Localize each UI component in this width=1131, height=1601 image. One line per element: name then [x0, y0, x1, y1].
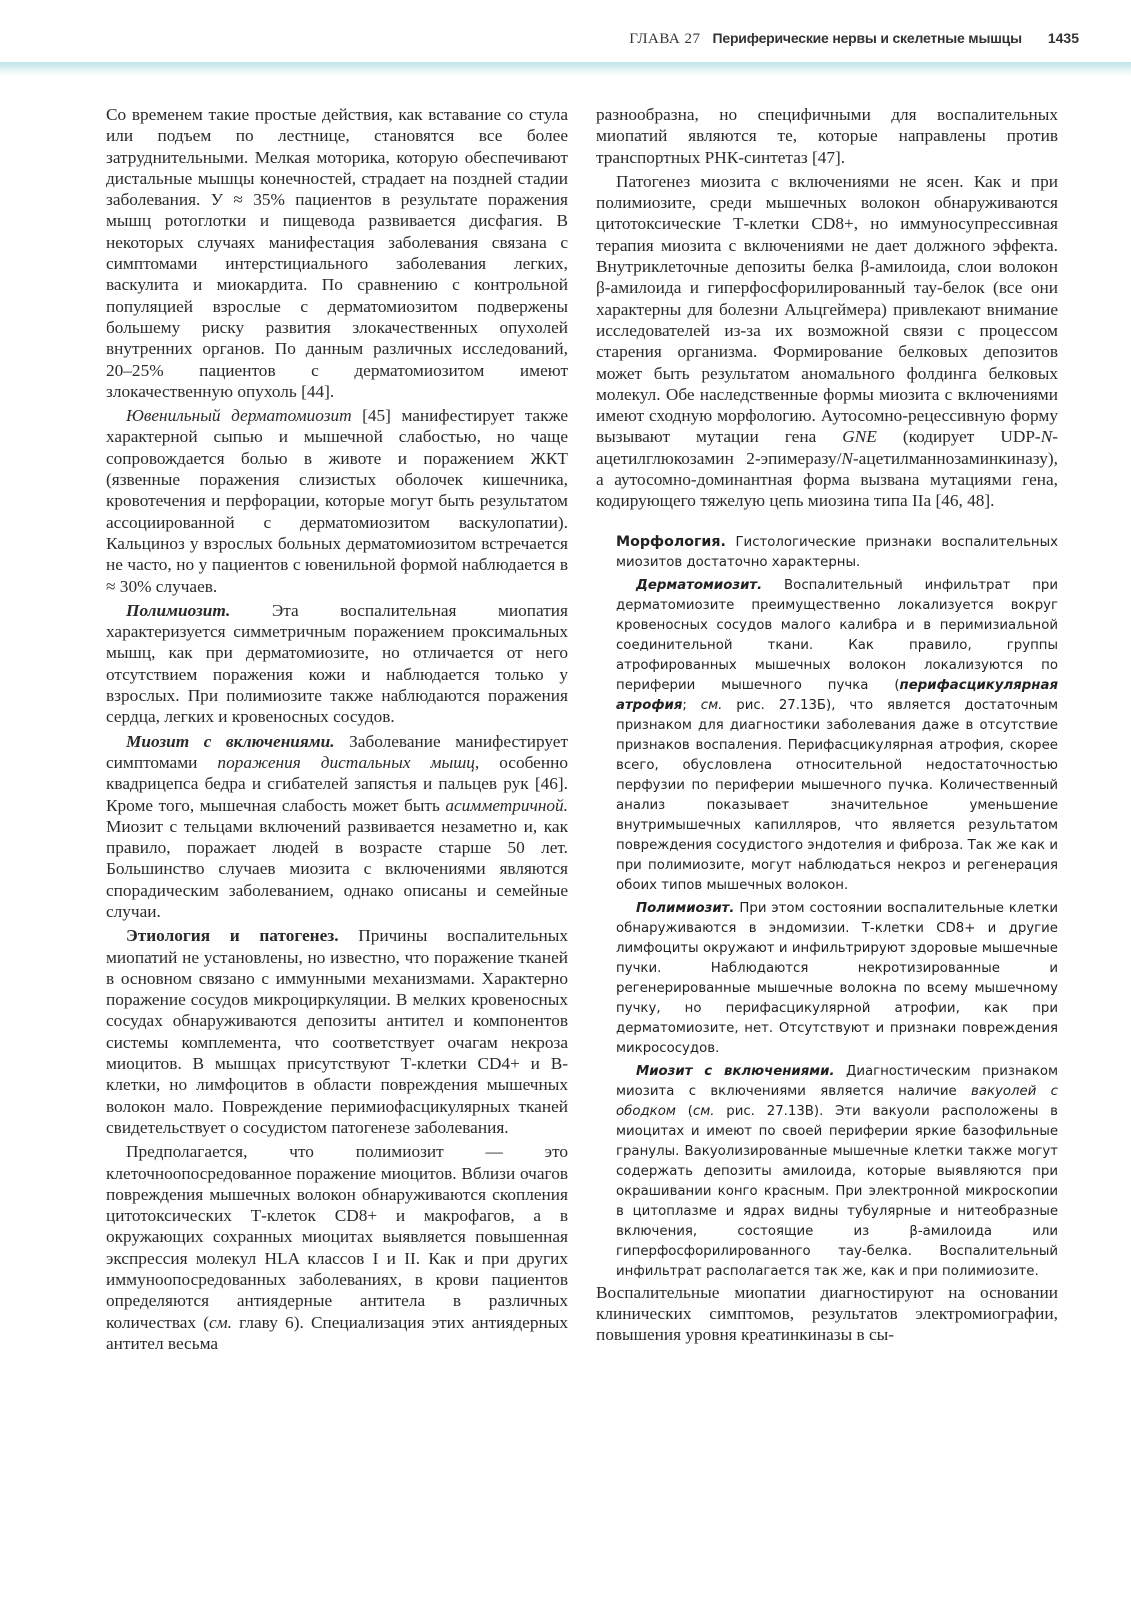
paragraph: Со временем такие простые действия, как вставание со стула или подъем по лестнице, становятся все более затруднительными. Мелкая моторика, которую обеспечивают дистальные мышцы конечностей, страдает на поздней стадии заболевания. У ≈ 35% пациентов в результате поражения мышц ротоглотки и пищевода развивается дисфагия. В некоторых случаях манифестация заболевания связана с симптомами интерстициального заболевания легких, васкулита и миокардита. По сравнению с контрольной популяцией взрослые с дерматомиозитом подвержены большему риску развития злокачественных опухолей внутренних органов. По данным различных исследований, 20–25% пациентов с дерматомиозитом имеют злокачественную опухоль [44].	[106, 105, 568, 401]
paragraph: Предполагается, что полимиозит — это клеточноопосредованное поражение миоцитов. Вблизи очагов повреждения мышечных волокон обнаруживаются скопления цитотоксических Т-клеток CD8+ и макрофагов, а в окружающих сохранных миоцитах выявляется повышенная экспрессия молекул HLA классов I и II. Как и при других иммуноопосредованных заболеваниях, в крови пациентов определяются антиядерные антитела в различных количествах (см. главу 6). Специализация этих антиядерных антител весьма	[106, 1142, 568, 1353]
term: Ювенильный дерматомиозит	[126, 406, 352, 426]
left-column	[106, 104, 568, 1354]
chapter-label: ГЛАВА 27	[629, 31, 701, 47]
paragraph: Воспалительные миопатии диагностируют на основании клинических симптомов, результатов электромиографии, повышения уровня креатинкиназы в сы-	[596, 1282, 1058, 1345]
paragraph: разнообразна, но специфичными для воспалительных миопатий являются те, которые направлены против транспортных РНК-синтетаз [47].	[596, 105, 1058, 167]
paragraph-etiology: Этиология и патогенез. Причины воспалительных миопатий не установлены, но известно, что поражение тканей в основном связано с иммунными механизмами. Характерно поражение сосудов микроциркуляции. В мелких кровеносных сосудах обнаруживаются депозиты антител и компонентов системы комплемента, что соответствует очагам некроза миоцитов. В мышцах присутствуют Т-клетки CD4+ и В-клетки, но лимфоцитов в области повреждения мышечных волокон мало. Повреждение перимиофасцикулярных тканей свидетельствует о сосудистом патогенезе заболевания.	[106, 926, 569, 1137]
header-color-band	[0, 62, 1131, 76]
chapter-title: Периферические нервы и скелетные мышцы	[712, 30, 1022, 46]
term: Миозит с включениями.	[126, 731, 335, 751]
box-paragraph-polymyositis: Полимиозит. При этом состоянии воспалительные клетки обнаруживаются в эндомизии. Т-клетки CD8+ и другие лимфоциты окружают и инфильтрируют здоровые мышечные пучки. Наблюдаются некротизированные и регенерированные мышечные волокна по всему мышечному пучку, но перифасцикулярной атрофии, как при дерматомиозите, нет. Отсутствуют и признаки повреждения микрососудов.	[616, 900, 1058, 1056]
box-paragraph: Морфология. Гистологические признаки воспалительных миозитов достаточно характерны.	[616, 533, 1058, 570]
paragraph-inclusion-myositis: Миозит с включениями. Заболевание манифестирует симптомами поражения дистальных мышц, особенно квадрицепса бедра и сгибателей запястья и пальцев рук [46]. Кроме того, мышечная слабость может быть асимметричной. Миозит с тельцами включений развивается незаметно и, как правило, поражает людей в возрасте старше 50 лет. Большинство случаев миозита с включениями являются спорадическим заболеванием, однако описаны и семейные случаи.	[106, 731, 568, 921]
paragraph: Патогенез миозита с включениями не ясен. Как и при полимиозите, среди мышечных волокон обнаруживаются цитотоксические Т-клетки CD8+, но иммуносупрессивная терапия миозита с включениями не дает должного эффекта. Внутриклеточные депозиты белка β-амилоида, слои волокон β-амилоида и гиперфосфорилированный тау-белок (все они характерны для болезни Альцгеймера) привлекают внимание исследователей из-за их возможной связи с процессом старения организма. Формирование белковых депозитов может быть результатом аномального фолдинга белковых молекул. Обе наследственные формы миозита с включениями имеют сходную морфологию. Аутосомно-рецессивную форму вызывают мутации гена GNE (кодирует UDP-N-ацетилглюкозамин 2-эпимеразу/N-ацетилманнозаминкиназу), а аутосомно-доминантная форма вызвана мутациями гена, кодирующего тяжелую цепь миозина типа IIa [46, 48].	[596, 171, 1058, 511]
box-heading: Морфология.	[616, 533, 726, 550]
term: Этиология и патогенез.	[126, 926, 339, 946]
box-paragraph-dermatomyositis: Дерматомиозит. Воспалительный инфильтрат при дерматомиозите преимущественно локализуется вокруг кровеносных сосудов малого калибра и в перимизиальной соединительной ткани. Как правило, группы атрофированных мышечных волокон локализуются по периферии мышечного пучка (перифасцикулярная атрофия; см. рис. 27.13Б), что является достаточным признаком для диагностики заболевания даже в отсутствие признаков воспаления. Перифасцикулярная атрофия, скорее всего, обусловлена относительной недостаточностью перфузии по периферии мышечного пучка. Количественный анализ показывает значительное уменьшение внутримышечных капилляров, что является результатом повреждения сосудистого эндотелия и фиброза. Так же как и при полимиозите, могут наблюдаться некроз и регенерация обоих типов мышечных волокон.	[616, 577, 1058, 893]
running-header	[0, 0, 1131, 80]
header-text	[629, 30, 1079, 48]
paragraph-juvenile-dermatomyositis: Ювенильный дерматомиозит [45] манифестирует также характерной сыпью и мышечной слабостью, но чаще сопровождается болью в животе и поражением ЖКТ (язвенные поражения слизистых оболочек кишечника, кровотечения и перфорации, которые могут быть результатом ассоциированной с дерматомиозитом васкулопатии). Кальциноз у взрослых больных дерматомиозитом встречается не часто, но у пациентов с ювенильной формой наблюдается в ≈ 30% случаев.	[106, 406, 568, 596]
box-paragraph-inclusion-myositis: Миозит с включениями. Диагностическим признаком миозита с включениями является наличие вакуолей с ободком (см. рис. 27.13В). Эти вакуоли расположены в миоцитах и имеют по своей периферии яркие базофильные гранулы. Вакуолизированные мышечные клетки также могут содержать депозиты амилоида, которые выявляются при окрашивании конго красным. При электронной микроскопии в цитоплазме и ядрах видны тубулярные и нитеобразные включения, состоящие из β-амилоида или гиперфосфорилированного тау-белка. Воспалительный инфильтрат располагается так же, как и при полимиозите.	[616, 1063, 1058, 1279]
morphology-box	[616, 532, 1058, 1282]
paragraph-polymyositis: Полимиозит. Эта воспалительная миопатия характеризуется симметричным поражением проксимальных мышц, как при дерматомиозите, но отличается от него отсутствием поражения кожи и наблюдается только у взрослых. При полимиозите также наблюдаются поражения сердца, легких и кровеносных сосудов.	[106, 600, 568, 727]
page-number: 1435	[1047, 30, 1079, 46]
right-column	[596, 104, 1058, 1346]
term: Полимиозит.	[126, 600, 231, 620]
